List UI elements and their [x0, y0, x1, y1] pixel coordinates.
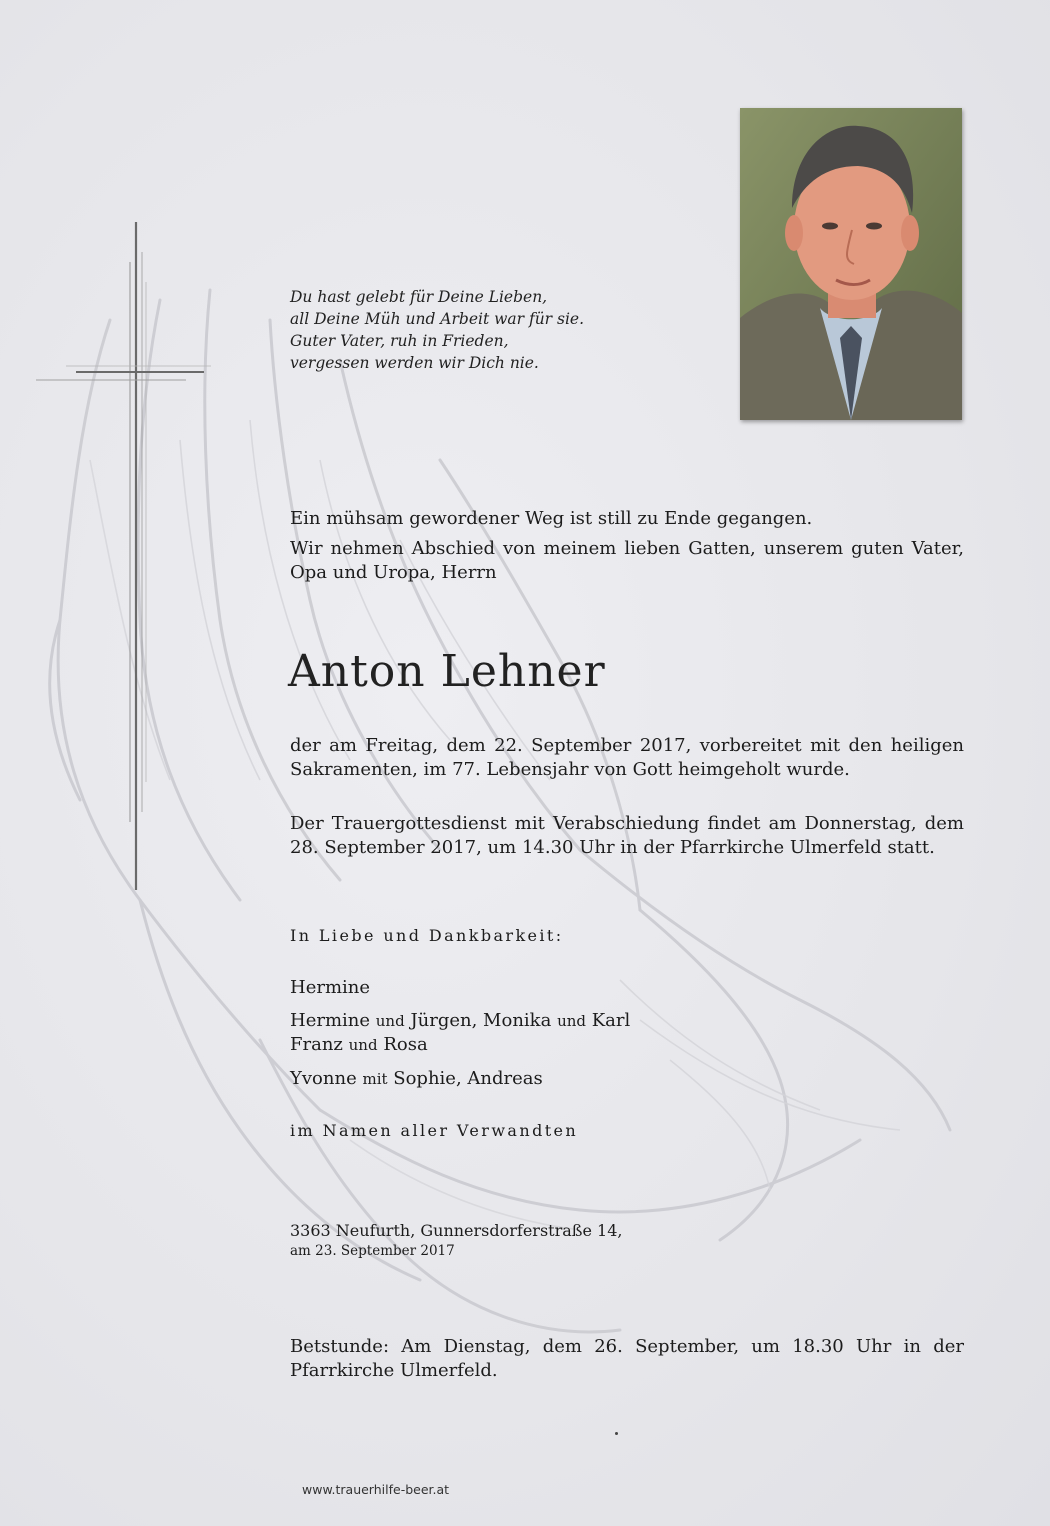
mourner-name: Franz [290, 1034, 343, 1055]
memorial-verse [290, 286, 620, 374]
mourner-row [290, 1067, 630, 1091]
intro-farewell: Wir nehmen Abschied von meinem lieben Gatten, unserem guten Vater, Opa und Uropa, Herrn [290, 538, 964, 583]
mourner-row [290, 976, 630, 999]
mourner-name: Sophie, Andreas [393, 1068, 543, 1089]
mourner-name: Yvonne [290, 1068, 357, 1089]
portrait-photo [740, 108, 962, 420]
verse-line: Du hast gelebt für Deine Lieben, [290, 288, 548, 306]
mourner-row [290, 1033, 630, 1057]
address-street: 3363 Neufurth, Gunnersdorferstraße 14, [290, 1221, 623, 1240]
conjunction: und [557, 1012, 586, 1030]
cross-icon [36, 222, 216, 892]
mourner-name: Rosa [383, 1034, 428, 1055]
intro-text [290, 507, 964, 591]
service-notice: Der Trauergottesdienst mit Verabschiedung findet am Donnerstag, dem 28. September 2017, um 14.30 Uhr in der Pfarrkirche Ulmerfeld statt. [290, 813, 964, 858]
mourner-row [290, 1009, 630, 1033]
verse-line: vergessen werden wir Dich nie. [290, 354, 539, 372]
intro-line: Ein mühsam gewordener Weg ist still zu Ende gegangen. [290, 508, 813, 529]
mourner-name: Karl [591, 1010, 631, 1031]
mourner-name: Hermine [290, 1010, 371, 1031]
mourner-name: Jürgen, Monika [410, 1010, 552, 1031]
conjunction: mit [362, 1070, 388, 1088]
address-block [290, 1221, 622, 1261]
death-notice: der am Freitag, dem 22. September 2017, vorbereitet mit den heiligen Sakramenten, im 77. Lebensjahr von Gott heimgeholt wurde. [290, 735, 964, 780]
mourner-name: Hermine [290, 977, 371, 998]
thanks-heading: In Liebe und Dankbarkeit: [290, 926, 564, 945]
prayer-hour-notice: Betstunde: Am Dienstag, dem 26. September, um 18.30 Uhr in der Pfarrkirche Ulmerfeld. [290, 1336, 964, 1381]
address-date: am 23. September 2017 [290, 1243, 455, 1259]
mourners-list [290, 976, 630, 1091]
decorative-dot [615, 1432, 618, 1435]
footer-url: www.trauerhilfe-beer.at [302, 1482, 450, 1497]
verse-line: all Deine Müh und Arbeit war für sie. [290, 310, 585, 328]
verse-line: Guter Vater, ruh in Frieden, [290, 332, 509, 350]
deceased-name: Anton Lehner [288, 646, 606, 697]
relatives-line: im Namen aller Verwandten [290, 1121, 579, 1140]
conjunction: und [375, 1012, 405, 1030]
conjunction: und [348, 1036, 378, 1054]
